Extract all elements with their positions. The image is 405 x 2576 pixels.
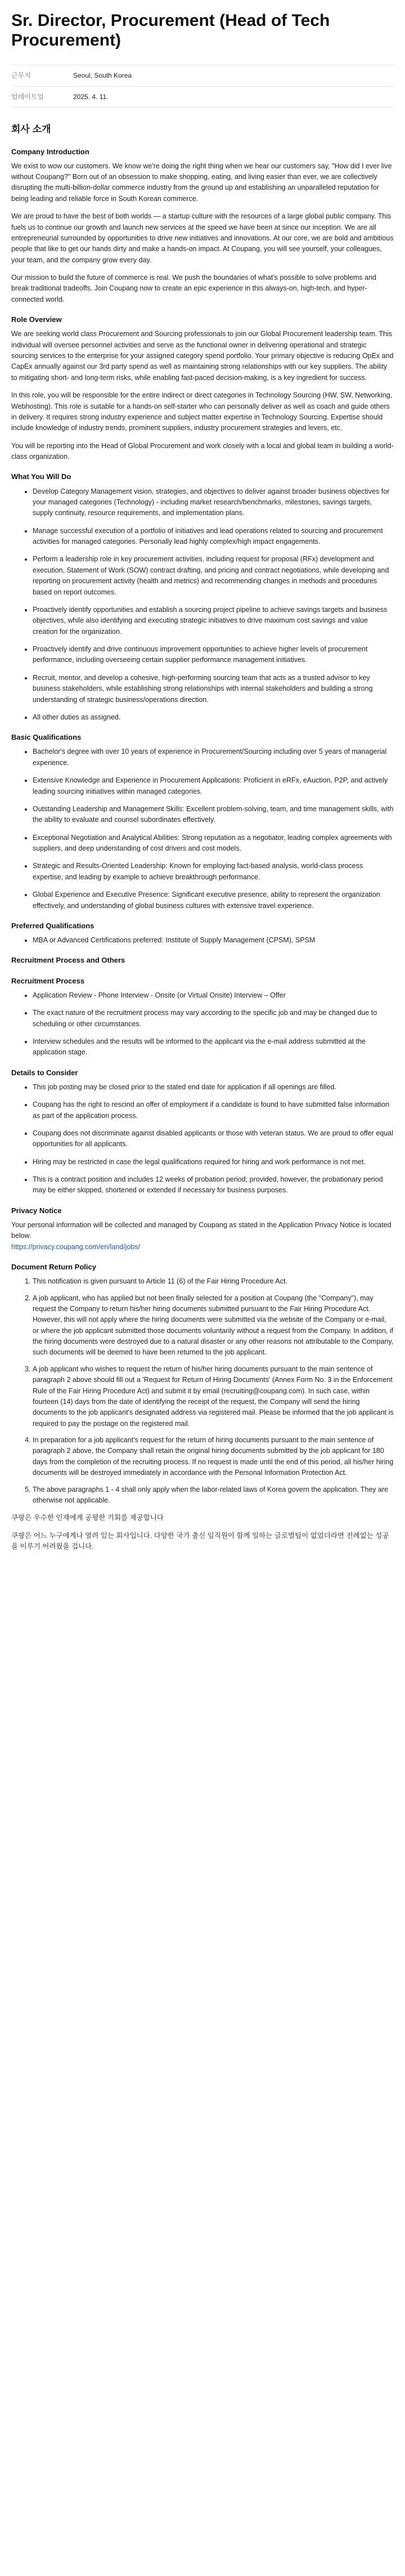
list-item: • Develop Category Management vision, strategies, and objectives to deliver against broader business objectives for your managed categories (Technology) - including market research/benchmarks, milestones, savings targets, supply continuity, resource requirements, and implementation plans. [33, 486, 394, 519]
list-item: • Manage successful execution of a portfolio of initiatives and lead operations related to sourcing and procurement activities for managed categories. Personally lead highly complex/high impact engagements. [33, 526, 394, 548]
list-item: • Exceptional Negotiation and Analytical Abilities: Strong reputation as a negotiator, leading complex agreements with suppliers, and deep understanding of cost drivers and cost models. [33, 833, 394, 855]
meta-value: 2025. 4. 11. [73, 92, 109, 101]
closing-korean-heading: 쿠팡은 우수한 인재에게 공평한 기회를 제공합니다 [11, 1514, 164, 1522]
paragraph: We are proud to have the best of both worlds — a startup culture with the resources of a large global public company. This fuels us to continue our growth and launch new services at the speed we have been at since our inception. We are all entrepreneurial surrounded by opportunities to drive new initiatives and innovations. At our core, we are bold and ambitious people that like to get our hands dirty and make a hands-on impact. At Coupang, you will see yourself, your colleagues, your team, and the company grow every day. [11, 212, 394, 264]
list-item: • Hiring may be restricted in case the legal qualifications required for hiring and work performance is not met. [33, 1157, 394, 1168]
list-item: • The exact nature of the recruitment process may vary according to the specific job and may be changed due to scheduling or other circumstances. [33, 1008, 394, 1030]
list-item: 4. In preparation for a job applicant's request for the return of hiring documents pursuant to the main sentence of paragraph 2 above, the Company shall retain the original hiring documents submitted by the job applicant for 180 days from the completion of the recruiting process. If no request is made until the end of this period, all his/her hiring documents will be destroyed immediately in accordance with the Personal Information Protection Act. [33, 1435, 394, 1479]
job-meta-table [11, 65, 394, 108]
meta-label: 근무지 [11, 71, 31, 79]
list-item: • Extensive Knowledge and Experience in Procurement Applications: Proficient in eRFx, eAuction, P2P, and actively leading sourcing initiatives within managed categories. [33, 775, 394, 797]
list-item: • Strategic and Results-Oriented Leadership: Known for employing fact-based analysis, world-class process expertise, and leading by example to achieve breakthrough performance. [33, 861, 394, 883]
preferred-qualifications-heading: Preferred Qualifications [11, 921, 94, 930]
role-overview-heading: Role Overview [11, 315, 62, 324]
company-intro-heading: Company Introduction [11, 147, 89, 156]
list-item: • Coupang has the right to rescind an offer of employment if a candidate is found to have submitted false information as part of the application process. [33, 1099, 394, 1121]
list-item: • Interview schedules and the results will be informed to the applicant via the e-mail address submitted at the application stage. [33, 1036, 394, 1058]
privacy-text [11, 1220, 394, 1253]
list-item: 1. This notification is given pursuant to Article 11 (6) of the Fair Hiring Procedure Act. [33, 1276, 394, 1287]
privacy-heading: Privacy Notice [11, 1206, 62, 1215]
details-list [11, 1082, 394, 1196]
meta-label: 업데이트일 [11, 92, 44, 101]
paragraph: We are seeking world class Procurement and Sourcing professionals to join our Global Procurement leadership team. This individual will oversee personnel activities and serve as the functional owner in delivering operational and strategic sourcing services to the enterprise for your assigned category spend portfolio. Your primary objective is reducing OpEx and CapEx annually against our 3rd party spend as well as maintaining strong relationships with our key suppliers. The ability to mitigating short- and long-term risks, while enabling fast-paced decision-making, is a key ingredient for success. [11, 330, 394, 382]
list-item: • Coupang does not discriminate against disabled applicants or those with veteran status. We are proud to offer equal opportunities for all applicants. [33, 1128, 394, 1150]
recruitment-process-list [11, 990, 394, 1058]
list-item: • MBA or Advanced Certifications preferred: Institute of Supply Management (CPSM), SPSM [33, 935, 394, 946]
meta-row-updated [11, 87, 394, 108]
basic-qualifications-list [11, 746, 394, 911]
meta-row-location [11, 65, 394, 87]
list-item: • Bachelor's degree with over 10 years of experience in Procurement/Sourcing including over 5 years of managerial experience. [33, 746, 394, 768]
paragraph: We exist to wow our customers. We know we're doing the right thing when we hear our customers say, "How did I ever live without Coupang?" Born out of an obsession to make shopping, eating, and living easier than ever, we are collectively disrupting the multi-billion-dollar commerce industry from the ground up and establishing an unparalleled reputation for being leading and reliable force in South Korean commerce. [11, 162, 392, 203]
privacy-notice-text: Your personal information will be collected and managed by Coupang as stated in the Application Privacy Notice is located below. [11, 1220, 392, 1240]
preferred-qualifications-list [11, 935, 394, 946]
page-title: Sr. Director, Procurement (Head of Tech Procurement) [11, 11, 330, 50]
responsibilities-list [11, 486, 394, 723]
list-item: • Recruit, mentor, and develop a cohesive, high-performing sourcing team that acts as a trusted advisor to key business stakeholders, while establishing strong relationships with internal stakeholders and building a strong understanding of strategic business/operations direction. [33, 673, 394, 705]
document-return-heading: Document Return Policy [11, 1263, 96, 1272]
list-item: 3. A job applicant who wishes to request the return of his/her hiring documents pursuant to the main sentence of paragraph 2 above should fill out a 'Request for Return of Hiring Documents' (Annex Form No. 3 in the Enforcement Rule of the Fair Hiring Procedure Act) and submit it by email (recruiting@coupang.com). In such case, within fourteen (14) days from the date of identifying the receipt of the request, the Company will send the hiring documents to the job applicant's designated address via registered mail. Please be informed that the job applicant is required to pay the postage on the registered mail. [33, 1364, 394, 1429]
paragraph: In this role, you will be responsible for the entire indirect or direct categories in Technology Sourcing (HW, SW, Networking, Webhosting). This role is suitable for a hands-on self-starter who can personally deliver as well as coach and guide others in delivery. It requires strong industry experience and subject matter expertise in Technology Sourcing. Expertise should include knowledge of industry trends, prominent suppliers, industry procurement strategies and levers, etc. [11, 391, 393, 432]
list-item: • Outstanding Leadership and Management Skills: Excellent problem-solving, team, and time management skills, with the ability to evaluate and counsel subordinates effectively. [33, 804, 394, 826]
about-heading: 회사 소개 [11, 124, 51, 135]
list-item: • This is a contract position and includes 12 weeks of probation period; provided, however, the probationary period may be either skipped, shortened or extended if necessary for business purposes. [33, 1174, 394, 1196]
meta-value: Seoul, South Korea [73, 71, 132, 79]
paragraph: You will be reporting into the Head of Global Procurement and work closely with a local and global team in building a world-class organization. [11, 441, 394, 461]
list-item: • All other duties as assigned. [33, 712, 394, 723]
list-item: • Perform a leadership role in key procurement activities, including request for proposal (RFx) development and execution, Statement of Work (SOW) contract drafting, and pricing and contract negotiations, while developing and reporting on procurement activity (health and metrics) and recommending changes in methods and procedures based on report outcomes. [33, 554, 394, 598]
list-item: 2. A job applicant, who has applied but not been finally selected for a position at Coupang (the "Company"), may request the Company to return his/her hiring documents submitted pursuant to the Fair Hiring Procedure Act. However, this will not apply where the hiring documents were submitted via the website of the Company or e-mail, or where the job applicant submitted those documents voluntarily without a request from the Company. In addition, if the hiring documents were destroyed due to a natural disaster or any other reasons not attributable to the Company, such documents will be deemed to have been returned to the job applicant. [33, 1293, 394, 1358]
list-item: • This job posting may be closed prior to the stated end date for application if all openings are filled. [33, 1082, 394, 1093]
paragraph: Our mission to build the future of commerce is real. We push the boundaries of what's possible to solve problems and break traditional tradeoffs. Join Coupang now to create an epic experience in this always-on, high-tech, and hyper-connected world. [11, 274, 377, 303]
list-item: • Global Experience and Executive Presence: Significant executive presence, ability to represent the organization effectively, and understanding of global business cultures with extensive travel experience. [33, 889, 394, 911]
list-item: • Proactively identify opportunities and establish a sourcing project pipeline to achieve savings targets and business objectives, while also identifying and executing strategic initiatives to drive maximum cost savings and value creation for the organization. [33, 605, 394, 637]
document-return-list [11, 1276, 394, 1506]
list-item: • Proactively identify and drive continuous improvement opportunities to achieve higher levels of procurement performance, including overseeing certain supplier performance management initiatives. [33, 644, 394, 666]
what-you-will-do-heading: What You Will Do [11, 472, 71, 481]
basic-qualifications-heading: Basic Qualifications [11, 733, 82, 742]
recruitment-process-heading: Recruitment Process [11, 976, 85, 985]
recruitment-section-heading: Recruitment Process and Others [11, 956, 125, 965]
list-item: 5. The above paragraphs 1 - 4 shall only apply when the labor-related laws of Korea govern the application. They are otherwise not applicable. [33, 1484, 394, 1506]
privacy-link[interactable]: https://privacy.coupang.com/en/land/jobs/ [11, 1242, 141, 1251]
closing-korean-paragraph: 쿠팡은 어느 누구에게나 열려 있는 회사입니다. 다양한 국가 출신 임직원이 함께 일하는 글로벌팀이 없었더라면 전례없는 성공을 이루기 어려웠을 겁니다. [11, 1531, 389, 1551]
details-heading: Details to Consider [11, 1068, 78, 1077]
list-item: • Application Review - Phone Interview - Onsite (or Virtual Onsite) Interview – Offer [33, 990, 394, 1001]
